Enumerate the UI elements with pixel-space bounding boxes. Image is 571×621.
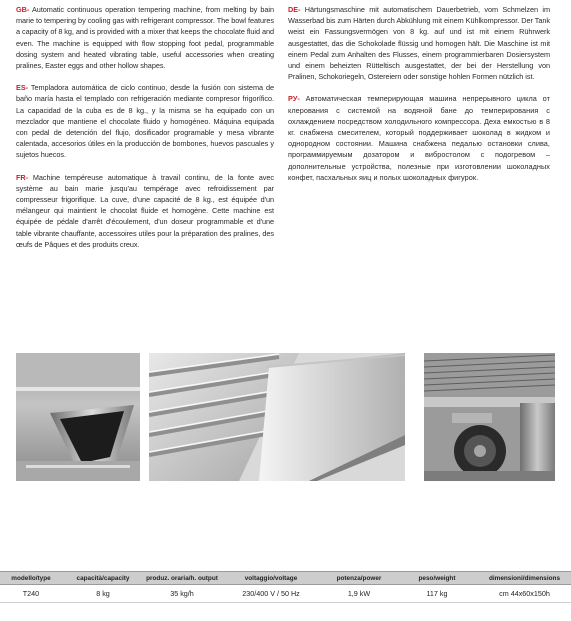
- paragraph-de: [288, 4, 550, 82]
- table-row: [0, 585, 571, 603]
- spec-value-dimensions: cm 44x60x150h: [499, 589, 550, 598]
- paragraph-ru: [288, 93, 550, 183]
- spec-value-capacity: 8 kg: [96, 589, 110, 598]
- product-photos: [0, 353, 571, 481]
- spec-header-power: potenza/power: [336, 575, 382, 582]
- paragraph-fr: [16, 172, 274, 250]
- left-text-column: [16, 4, 274, 261]
- spec-header-row: [0, 571, 571, 585]
- spec-value-type: T240: [22, 589, 40, 598]
- specifications-table: [0, 571, 571, 603]
- lang-code-gb: GB-: [16, 5, 30, 14]
- paragraph-gb: [16, 4, 274, 71]
- spec-value-voltage: 230/400 V / 50 Hz: [242, 589, 300, 598]
- spec-header-capacity: capacità/capacity: [76, 575, 130, 582]
- photo-caster-wheel: [424, 353, 555, 481]
- paragraph-es: [16, 82, 274, 160]
- spec-header-voltage: voltaggio/voltage: [244, 575, 298, 582]
- spec-header-dimensions: dimensioni/dimensions: [488, 575, 561, 582]
- lang-code-de: DE-: [288, 5, 301, 14]
- spec-value-weight: 117 kg: [426, 589, 448, 598]
- text-gb: Automatic continuous operation tempering machine, from melting by bain marie to tempering by cooling gas with refrigerant compressor. The bowl features a capacity of 8 kg, and is provided with a mixer that keeps the chocolate fluid and even. The machine is equipped with flow stopping foot pedal, programmable dosing system and heated vibrating table, useful accessories when creating pralines, Easter eggs and other hollow shapes.: [16, 5, 274, 71]
- text-de: Härtungsmaschine mit automatischem Dauerbetrieb, vom Schmelzen im Wasserbad bis zum Härten durch Abkühlung mit einem Kühlkompressor. Der Tank weist ein Fassungsvermögen von 8 kg. auf und ist mit einem Rührwerk ausgestattet, das die Schokolade flüssig und homogen hält. Die Maschine ist mit einem Pedal zum Anhalten des Flusses, einem programmierbaren Dosiersystem und einem beheizten Rütteltisch ausgestattet, der bei der Herstellung von Pralinen, Schokoriegeln, Ostereiern oder sonstige hohlen Formen nützlich ist.: [288, 5, 550, 82]
- lang-code-fr: FR-: [16, 172, 29, 182]
- text-es: Templadora automática de ciclo continuo, desde la fusión con sistema de baño maría hasta el templado con refrigeración mediante compresor frigorífico. La capacidad de la cuba es de 8 kg., y la misma se ha equipado con un mezclador que mantiene el chocolate fluido y homogéneo. Máquina equipada con pedal de detención del flujo, dosificador programable y mesa vibrante calentada, accesorios útiles en la producción de bombones, huevos pascuales y sujetos huecos.: [16, 83, 274, 160]
- lang-code-es: ES-: [16, 83, 29, 93]
- spec-header-weight: peso/weight: [418, 575, 456, 582]
- text-ru: Автоматическая темперирующая машина непрерывного цикла от клерования с системой на водяной бане до темперирования с охлаждением посредством холодильного компрессора. Деха емкостью в 8 кг. снабжена смесителем, который поддерживает шоколад в жидком и однородном состоянии. Машина снабжена педалью остановки слива, программируемым дозатором и вибростолом с подогревом – дополнительные устройства, полезные при изготовлении шоколадных конфет, пасхальных яиц и полых шоколадных фигурок.: [288, 94, 550, 182]
- text-fr: Machine tempéreuse automatique à travail continu, de la fonte avec système au bain marie jusqu'au tempérage avec refroidissement par compresseur frigorifique. La cuve, d'une capacité de 8 kg., est équipée d'un mélangeur qui maintient le chocolat fluide et homogène. Cette machine est équipée de pédale d'arrêt d'écoulement, d'un doseur programmable et d'une table vibrante chauffante, accessoires utiles pour la préparation des pralines, des œufs de Pâques et des produits creux.: [16, 172, 274, 249]
- spec-header-type: modello/type: [11, 575, 51, 582]
- lang-code-ru: РУ-: [288, 94, 300, 104]
- right-text-column: [288, 4, 550, 194]
- photo-bowl-closeup: [16, 353, 140, 481]
- spec-header-output: produz. oraria/h. output: [146, 575, 218, 582]
- photo-vibrating-table: [149, 353, 405, 481]
- spec-value-power: 1,9 kW: [347, 589, 371, 598]
- spec-value-output: 35 kg/h: [170, 589, 194, 598]
